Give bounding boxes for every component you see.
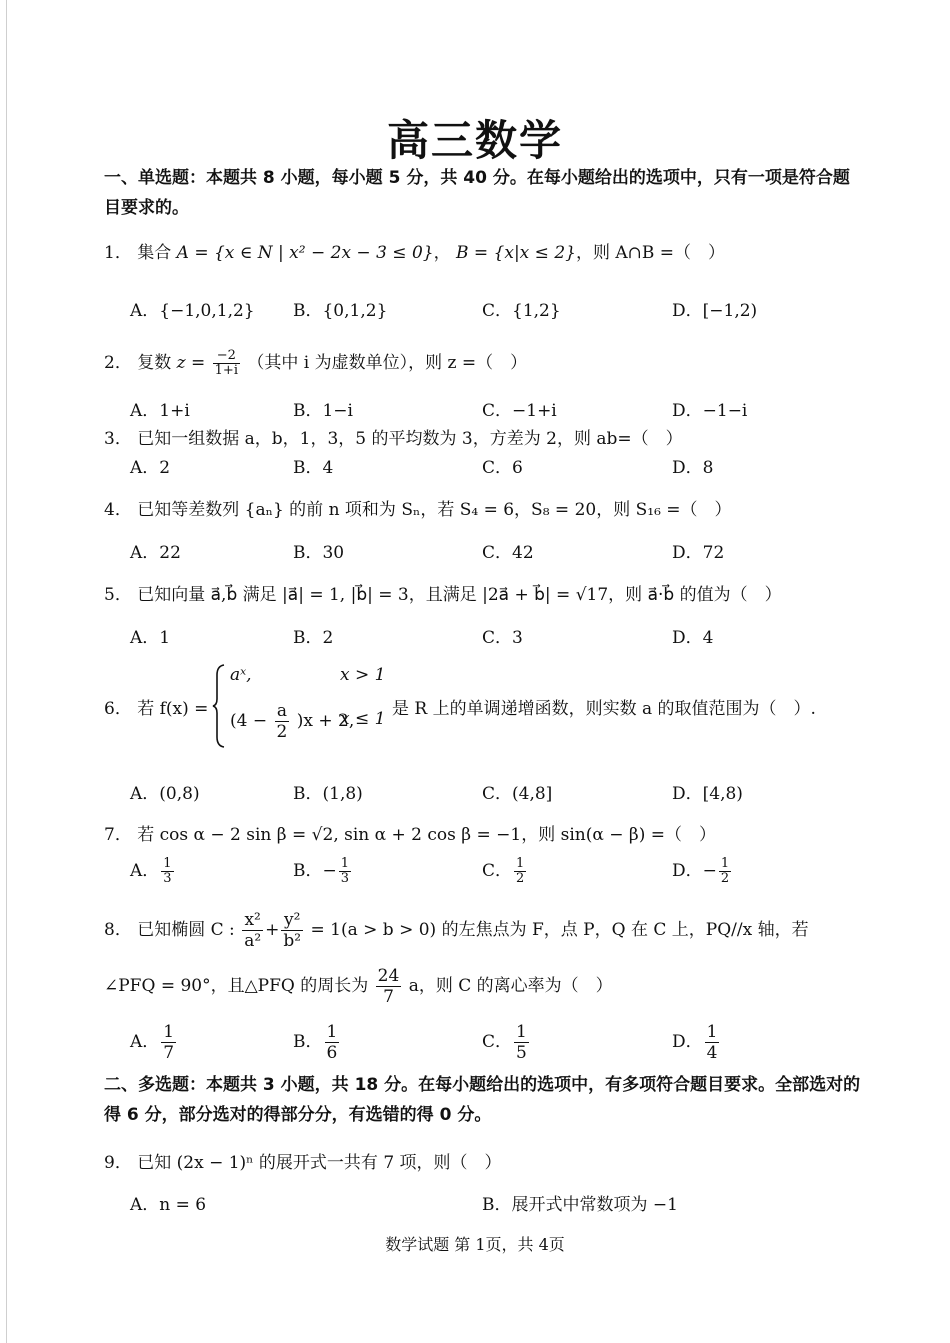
option-d: D． $\frac{1}{4}$ — [672, 1022, 718, 1063]
option-d: D．4 — [672, 628, 714, 648]
option-c: C．(4,8] — [482, 784, 553, 804]
option-b: B．1−i — [293, 401, 353, 421]
question-text: 已知向量 a⃗,b⃗ 满足 |a⃗| = 1, |b⃗| = 3，且满足 |2a⃗ + b⃗| = √17，则 a⃗·b⃗ 的值为（ ） — [137, 585, 782, 605]
fraction: $\frac{1}{2}$ — [516, 856, 525, 886]
option-b: B．30 — [293, 543, 345, 563]
option-a: A．1+i — [130, 401, 190, 421]
question-text: 已知一组数据 a，b，1，3，5 的平均数为 3，方差为 2，则 ab=（ ） — [137, 429, 683, 449]
question-number: 6． — [104, 699, 132, 719]
question-text: 已知椭圆 C : — [137, 920, 235, 940]
option-c: C．−1+i — [482, 401, 557, 421]
fraction: $\frac{1}{6}$ — [326, 1022, 338, 1063]
question-8-line-2: ∠PFQ = 90°，且△PFQ 的周长为 $\frac{24}{7}$ a，则 C 的离心率为（ ） — [104, 966, 613, 1007]
question-number: 8． — [104, 920, 132, 940]
question-9 — [104, 1148, 502, 1173]
option-b: B．− $\frac{1}{3}$ — [293, 856, 350, 886]
option-a: A．n = 6 — [130, 1195, 207, 1215]
option-b: B．{0,1,2} — [293, 301, 388, 321]
fraction: $\frac{\text{x²}}{\text{a²}}$ — [244, 910, 262, 951]
question-number: 9． — [104, 1153, 132, 1173]
question-number: 4． — [104, 500, 132, 520]
question-text: 复数 — [137, 353, 172, 373]
option-b: B．2 — [293, 628, 334, 648]
denominator: 2 — [276, 722, 288, 742]
case-1-condition: x > 1 — [340, 665, 386, 685]
option-b: B．展开式中常数项为 −1 — [482, 1195, 678, 1215]
question-text: 已知 (2x − 1)ⁿ 的展开式一共有 7 项，则（ ） — [137, 1153, 502, 1173]
case-2-condition: x ≤ 1 — [340, 709, 386, 729]
option-c: C．6 — [482, 458, 523, 478]
question-4 — [104, 495, 732, 520]
question-6 — [104, 694, 208, 719]
option-d: D．[−1,2) — [672, 301, 758, 321]
question-2 — [104, 348, 527, 378]
fraction: $\frac{1}{3}$ — [163, 856, 172, 886]
question-number: 2． — [104, 353, 132, 373]
fraction: $\frac{\text{y²}}{\text{b²}}$ — [283, 910, 302, 951]
question-tail: ，则 A∩B =（ ） — [575, 243, 726, 263]
numerator: −2 — [213, 349, 240, 364]
question-text: 若 cos α − 2 sin β = √2, sin α + 2 cos β = −1，则 sin(α − β) =（ ） — [137, 825, 716, 845]
fraction: $\frac{24}{7}$ — [377, 966, 400, 1007]
fraction — [275, 701, 290, 742]
question-3 — [104, 424, 683, 449]
option-c: C． $\frac{1}{2}$ — [482, 856, 525, 886]
scan-edge-line — [6, 0, 7, 1343]
fraction: $\frac{1}{7}$ — [163, 1022, 175, 1063]
question-text: 若 f(x) = — [137, 699, 209, 719]
question-number: 3． — [104, 429, 132, 449]
piecewise-function — [212, 663, 392, 753]
question-number: 1． — [104, 243, 132, 263]
section-multiple-choice-header: 二、多选题：本题共 3 小题，共 18 分。在每小题给出的选项中，有多项符合题目要求。全部选对的得 6 分，部分选对的得部分分，有选错的得 0 分。 — [104, 1075, 861, 1125]
option-d: D．72 — [672, 543, 725, 563]
option-d: D．− $\frac{1}{2}$ — [672, 856, 730, 886]
numerator: a — [275, 701, 290, 722]
question-text: 集合 — [137, 243, 172, 263]
fraction: $\frac{1}{2}$ — [720, 856, 730, 886]
question-5 — [104, 580, 782, 605]
fraction — [213, 349, 240, 378]
variable-z: z = — [176, 353, 206, 373]
question-7 — [104, 820, 716, 845]
question-8: 8． 已知椭圆 C : $\frac{\text{x²}}{\text{a²}}$ + $\frac{\text{y²}}{\text{b²}}$ = 1(a > b > 0) 的左焦点为 F，点 P，Q 在 C 上，PQ//x 轴，若 — [104, 910, 809, 951]
page-footer: 数学试题 第 1页，共 4页 — [385, 1235, 565, 1254]
option-a: A．(0,8) — [130, 784, 200, 804]
question-tail: （其中 i 为虚数单位），则 z =（ ） — [247, 353, 528, 373]
fraction: $\frac{1}{4}$ — [706, 1022, 718, 1063]
option-b: B．(1,8) — [293, 784, 363, 804]
option-a: A．{−1,0,1,2} — [130, 301, 255, 321]
option-a: A．22 — [130, 543, 181, 563]
separator: ， — [433, 243, 451, 263]
case-2-expression: (4 − $\frac{a}{2}$ )x + 2, — [230, 701, 355, 742]
option-d: D．8 — [672, 458, 714, 478]
option-c: C．3 — [482, 628, 523, 648]
question-6-tail: 是 R 上的单调递增函数，则实数 a 的取值范围为（ ）. — [392, 699, 816, 719]
case-1-expression: aˣ, — [230, 665, 252, 685]
section-single-choice-header: 一、单选题：本题共 8 小题，每小题 5 分，共 40 分。在每小题给出的选项中，只有一项是符合题目要求的。 — [104, 168, 850, 218]
question-text-cont: = 1(a > b > 0) 的左焦点为 F，点 P，Q 在 C 上，PQ//x 轴，若 — [310, 920, 809, 940]
option-c: C．{1,2} — [482, 301, 561, 321]
option-d: D．−1−i — [672, 401, 748, 421]
set-a: A = {x ∈ N | x² − 2x − 3 ≤ 0} — [176, 243, 434, 263]
option-a: A．2 — [130, 458, 171, 478]
question-number: 7． — [104, 825, 132, 845]
question-number: 5． — [104, 585, 132, 605]
denominator: 1+i — [214, 363, 238, 378]
question-text: 已知等差数列 {aₙ} 的前 n 项和为 Sₙ，若 S₄ = 6，S₈ = 20，则 S₁₆ =（ ） — [137, 500, 732, 520]
option-c: C．42 — [482, 543, 534, 563]
option-b: B． $\frac{1}{6}$ — [293, 1022, 338, 1063]
set-b: B = {x|x ≤ 2} — [456, 243, 576, 263]
left-brace — [212, 663, 226, 749]
option-b: B．4 — [293, 458, 334, 478]
fraction: $\frac{1}{5}$ — [516, 1022, 527, 1063]
fraction: $\frac{1}{3}$ — [340, 856, 350, 886]
page-title: 高三数学 — [386, 116, 563, 165]
option-a: A．1 — [130, 628, 171, 648]
question-1 — [104, 238, 725, 263]
option-d: D．[4,8) — [672, 784, 743, 804]
option-a: A． $\frac{1}{7}$ — [130, 1022, 175, 1063]
option-a: A． $\frac{1}{3}$ — [130, 856, 172, 886]
option-c: C． $\frac{1}{5}$ — [482, 1022, 527, 1063]
